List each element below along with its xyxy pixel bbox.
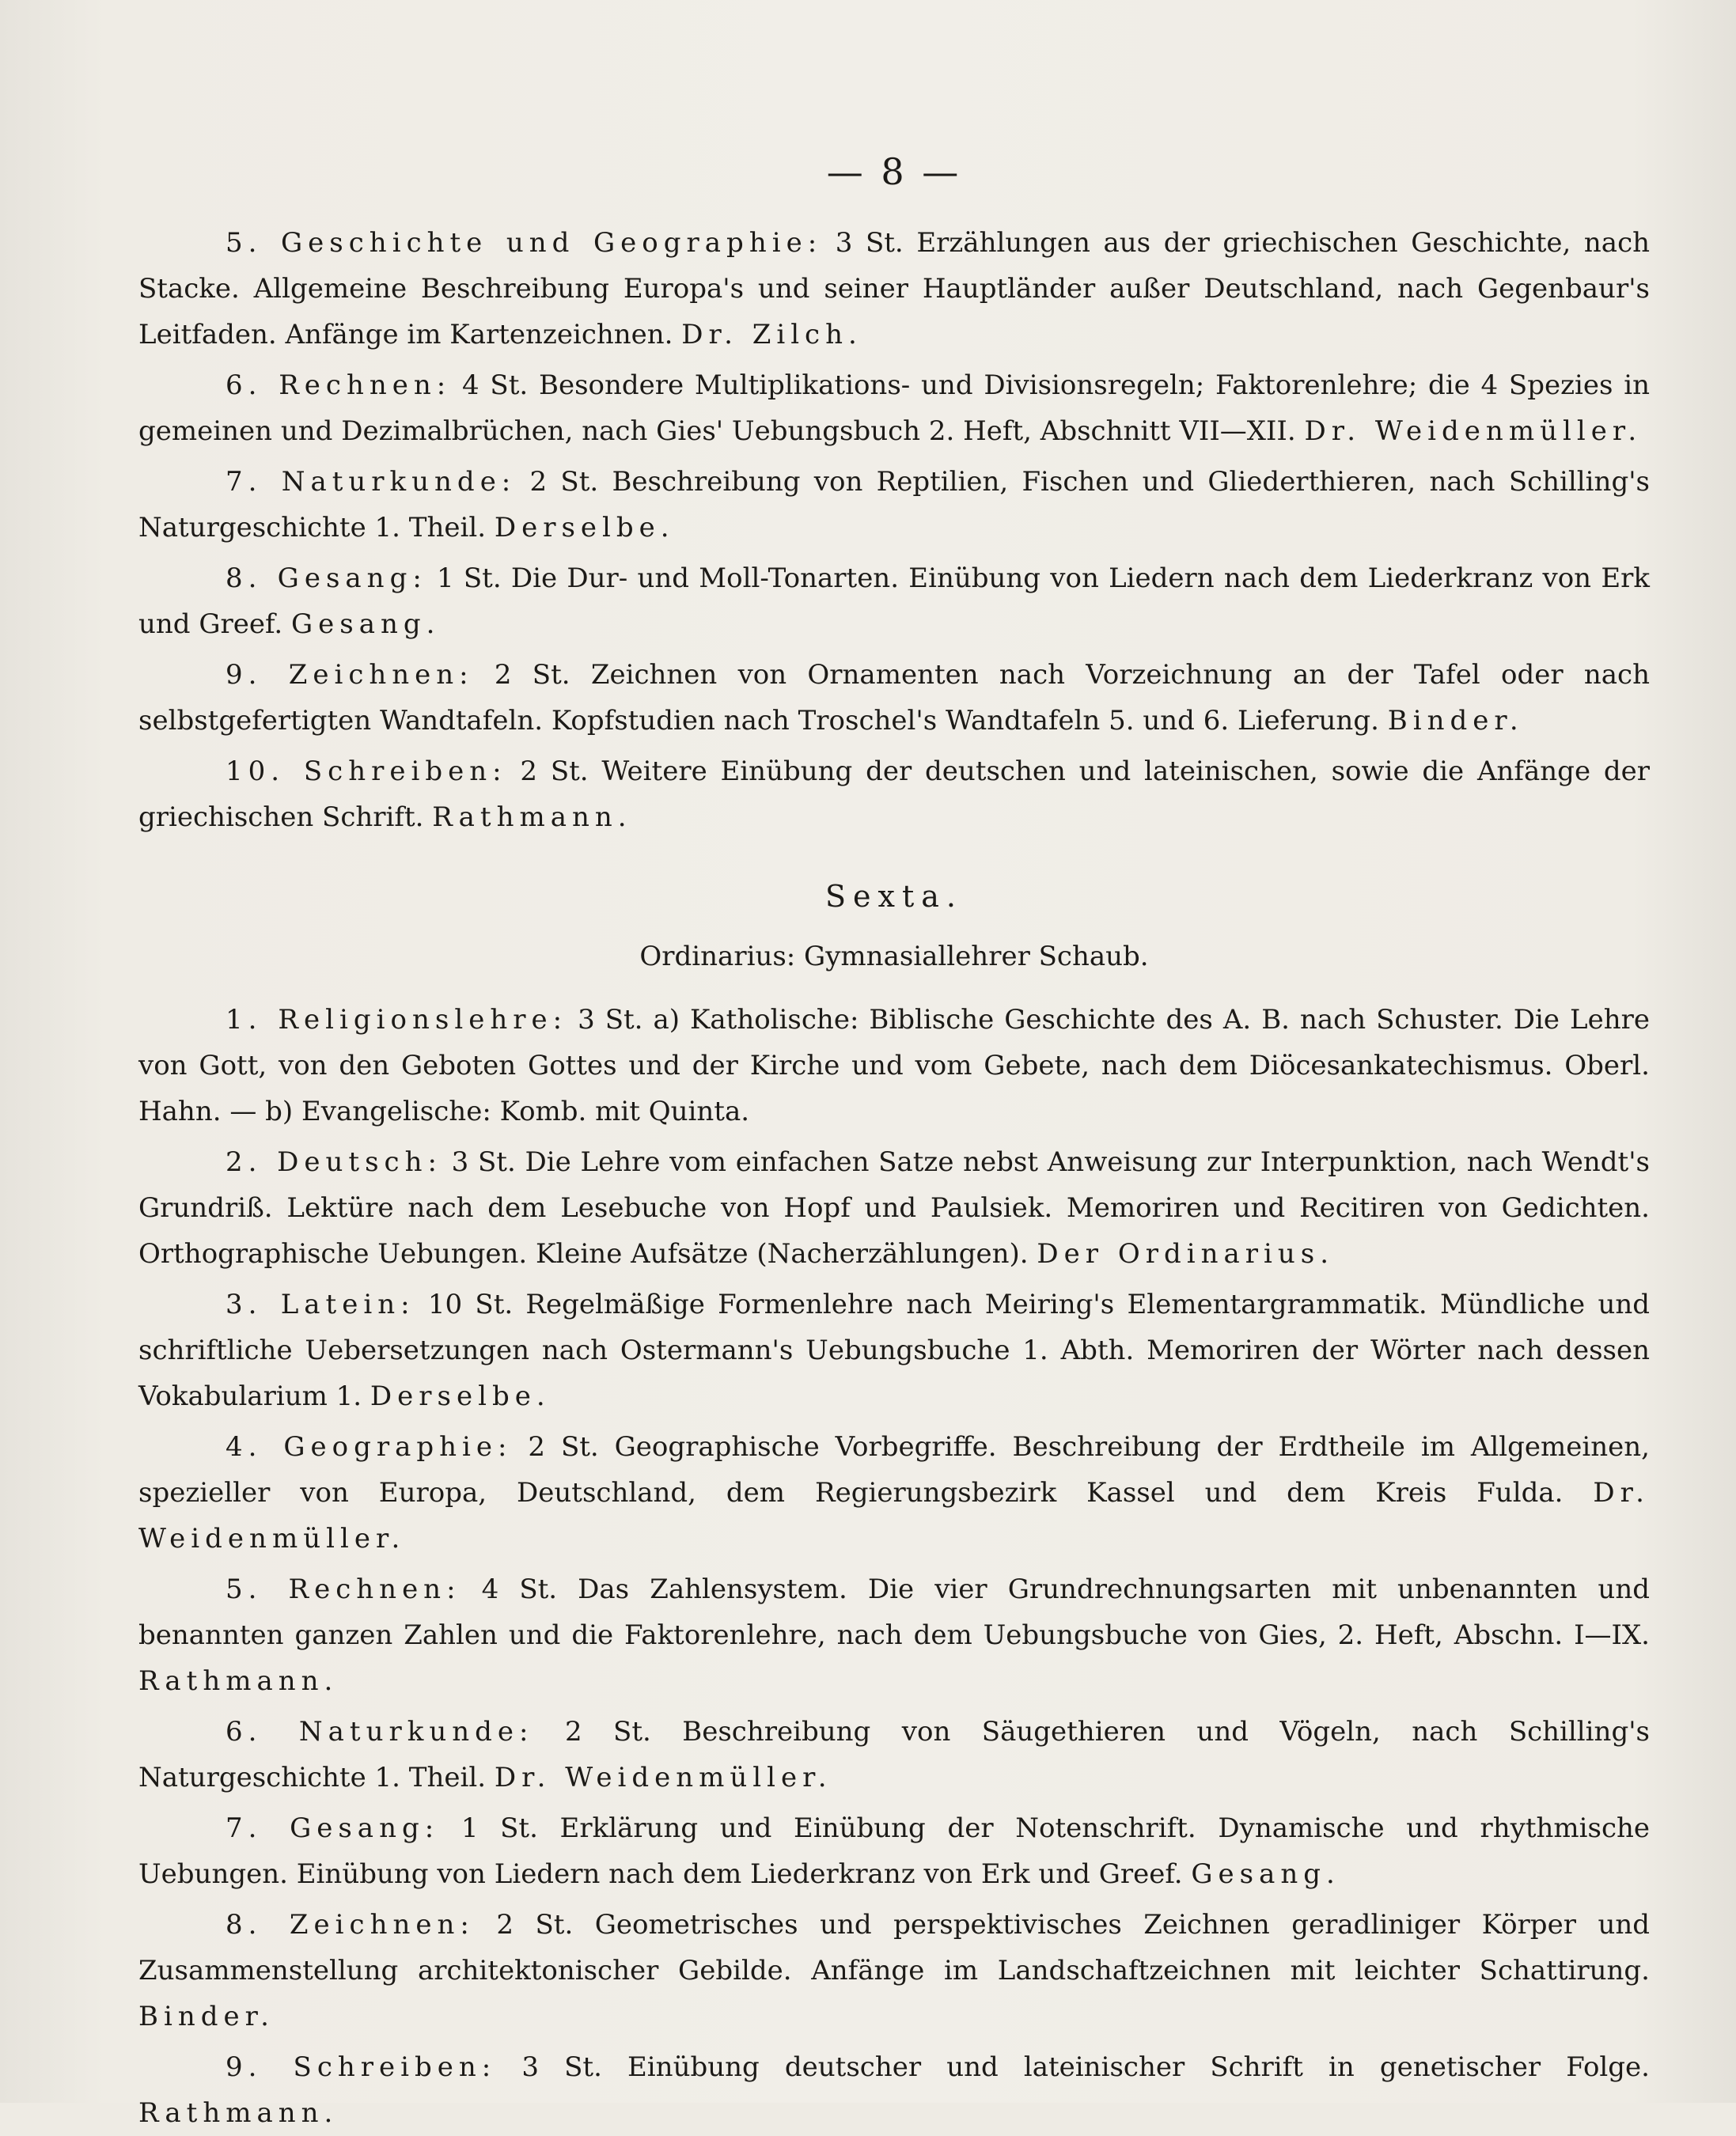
item-text: 10 St. Regelmäßige Formenlehre nach Meiring's Elementargrammatik. Mündliche und schriftliche Uebersetzungen nach Ostermann's Uebungsbuche 1. Abth. Memoriren der Wörter nach dessen Vokabularium 1. <box>138 1289 1651 1412</box>
subject-label: 6. Naturkunde: <box>226 1716 534 1748</box>
item-text: 3 St. Einübung deutscher und lateinischer Schrift in genetischer Folge. <box>521 2051 1650 2083</box>
teacher-name: Binder. <box>138 2001 275 2032</box>
ordinarius-line: Ordinarius: Gymnasiallehrer Schaub. <box>639 941 1149 972</box>
list-item <box>138 555 1650 647</box>
page-content <box>138 150 1650 2136</box>
item-text: 3 St. Erzählungen aus der griechischen Geschichte, nach Stacke. Allgemeine Beschreibung Europa's und seiner Hauptländer außer Deutschland, nach Gegenbaur's Leitfaden. Anfänge im Kartenzeichnen. <box>138 227 1651 350</box>
page-number: — 8 — <box>826 150 962 193</box>
list-item <box>138 1566 1650 1704</box>
list-item <box>138 1139 1650 1277</box>
item-text: 1 St. Die Dur- und Moll-Tonarten. Einübung von Liedern nach dem Liederkranz von Erk und Greef. <box>138 562 1650 640</box>
item-text: 2 St. Beschreibung von Säugethieren und Vögeln, nach Schilling's Naturgeschichte 1. Theil. <box>138 1716 1651 1793</box>
list-item <box>138 1282 1650 1419</box>
item-text: 2 St. Weitere Einübung der deutschen und lateinischen, sowie die Anfänge der griechischen Schrift. <box>138 756 1650 833</box>
list-item <box>138 220 1650 358</box>
list-item <box>138 652 1650 744</box>
teacher-name: Der Ordinarius. <box>1037 1238 1335 1270</box>
list-item <box>138 1709 1650 1801</box>
subject-label: 7. Naturkunde: <box>226 466 517 498</box>
subject-label: 1. Religionslehre: <box>226 1004 568 1036</box>
teacher-name: Dr. Weidenmüller. <box>1304 415 1643 447</box>
teacher-name: Rathmann. <box>138 1665 339 1697</box>
list-item <box>138 1902 1650 2039</box>
list-item <box>138 459 1650 551</box>
item-text: 2 St. Beschreibung von Reptilien, Fischen und Gliederthieren, nach Schilling's Naturgeschichte 1. Theil. <box>138 466 1651 543</box>
teacher-name: Dr. Zilch. <box>681 319 862 350</box>
teacher-name: Dr. Weidenmüller. <box>138 1477 1650 1555</box>
teacher-name: Dr. Weidenmüller. <box>494 1762 832 1793</box>
item-text: 2 St. Geographische Vorbegriffe. Beschreibung der Erdtheile im Allgemeinen, spezieller von Europa, Deutschland, dem Regierungsbezirk Kassel und dem Kreis Fulda. <box>138 1431 1650 1509</box>
subject-label: 3. Latein: <box>226 1289 415 1320</box>
subject-label: 9. Zeichnen: <box>226 659 474 691</box>
item-text: 4 St. Das Zahlensystem. Die vier Grundrechnungsarten mit unbenannten und benannten ganzen Zahlen und die Faktorenlehre, nach dem Uebungsbuche von Gies, 2. Heft, Abschn. I—IX. <box>138 1574 1650 1651</box>
teacher-name: Rathmann. <box>432 801 632 833</box>
teacher-name: Rathmann. <box>138 2097 339 2129</box>
item-text: 1 St. Erklärung und Einübung der Notenschrift. Dynamische und rhythmische Uebungen. Einübung von Liedern nach dem Liederkranz von Erk und Greef. <box>138 1812 1651 1890</box>
item-text: 3 St. Die Lehre vom einfachen Satze nebst Anweisung zur Interpunktion, nach Wendt's Grundriß. Lektüre nach dem Lesebuche von Hopf und Paulsiek. Memoriren und Recitiren von Gedichten. Orthographische Uebungen. Kleine Aufsätze (Nacherzählungen). <box>138 1146 1650 1270</box>
item-text: 2 St. Geometrisches und perspektivisches Zeichnen geradliniger Körper und Zusammenstellung architektonischer Gebilde. Anfänge im Landschaftzeichnen mit leichter Schattirung. <box>138 1909 1651 1986</box>
teacher-name: Derselbe. <box>494 512 675 543</box>
list-item <box>138 997 1650 1134</box>
subject-label: 7. Gesang: <box>226 1812 440 1844</box>
teacher-name: Binder. <box>1387 705 1524 737</box>
item-text: 4 St. Besondere Multiplikations- und Divisionsregeln; Faktorenlehre; die 4 Spezies in gemeinen und Dezimalbrüchen, nach Gies' Uebungsbuch 2. Heft, Abschnitt VII—XII. <box>138 369 1651 447</box>
item-text: 3 St. a) Katholische: Biblische Geschichte des A. B. nach Schuster. Die Lehre von Gott, von den Geboten Gottes und der Kirche und vom Gebete, nach dem Diöcesankatechismus. Oberl. Hahn. — b) Evangelische: Komb. mit Quinta. <box>138 1004 1650 1127</box>
subject-label: 5. Geschichte und Geographie: <box>226 227 823 259</box>
list-item <box>138 362 1650 454</box>
teacher-name: Derselbe. <box>370 1380 551 1412</box>
subject-label: 8. Gesang: <box>226 562 427 594</box>
subject-label: 6. Rechnen: <box>226 369 452 401</box>
list-item <box>138 2044 1650 2136</box>
subject-label: 2. Deutsch: <box>226 1146 442 1178</box>
section-heading: Sexta. <box>825 879 963 914</box>
list-item <box>138 1424 1650 1562</box>
subject-label: 5. Rechnen: <box>226 1574 461 1605</box>
item-text: 2 St. Zeichnen von Ornamenten nach Vorzeichnung an der Tafel oder nach selbstgefertigten Wandtafeln. Kopfstudien nach Troschel's Wandtafeln 5. und 6. Lieferung. <box>138 659 1650 737</box>
list-item <box>138 748 1650 840</box>
subject-label: 9. Schreiben: <box>226 2051 497 2083</box>
subject-label: 8. Zeichnen: <box>226 1909 475 1941</box>
teacher-name: Gesang. <box>1191 1858 1340 1890</box>
subject-label: 10. Schreiben: <box>226 756 507 787</box>
teacher-name: Gesang. <box>291 608 441 640</box>
list-item <box>138 1805 1650 1897</box>
subject-label: 4. Geographie: <box>226 1431 513 1463</box>
